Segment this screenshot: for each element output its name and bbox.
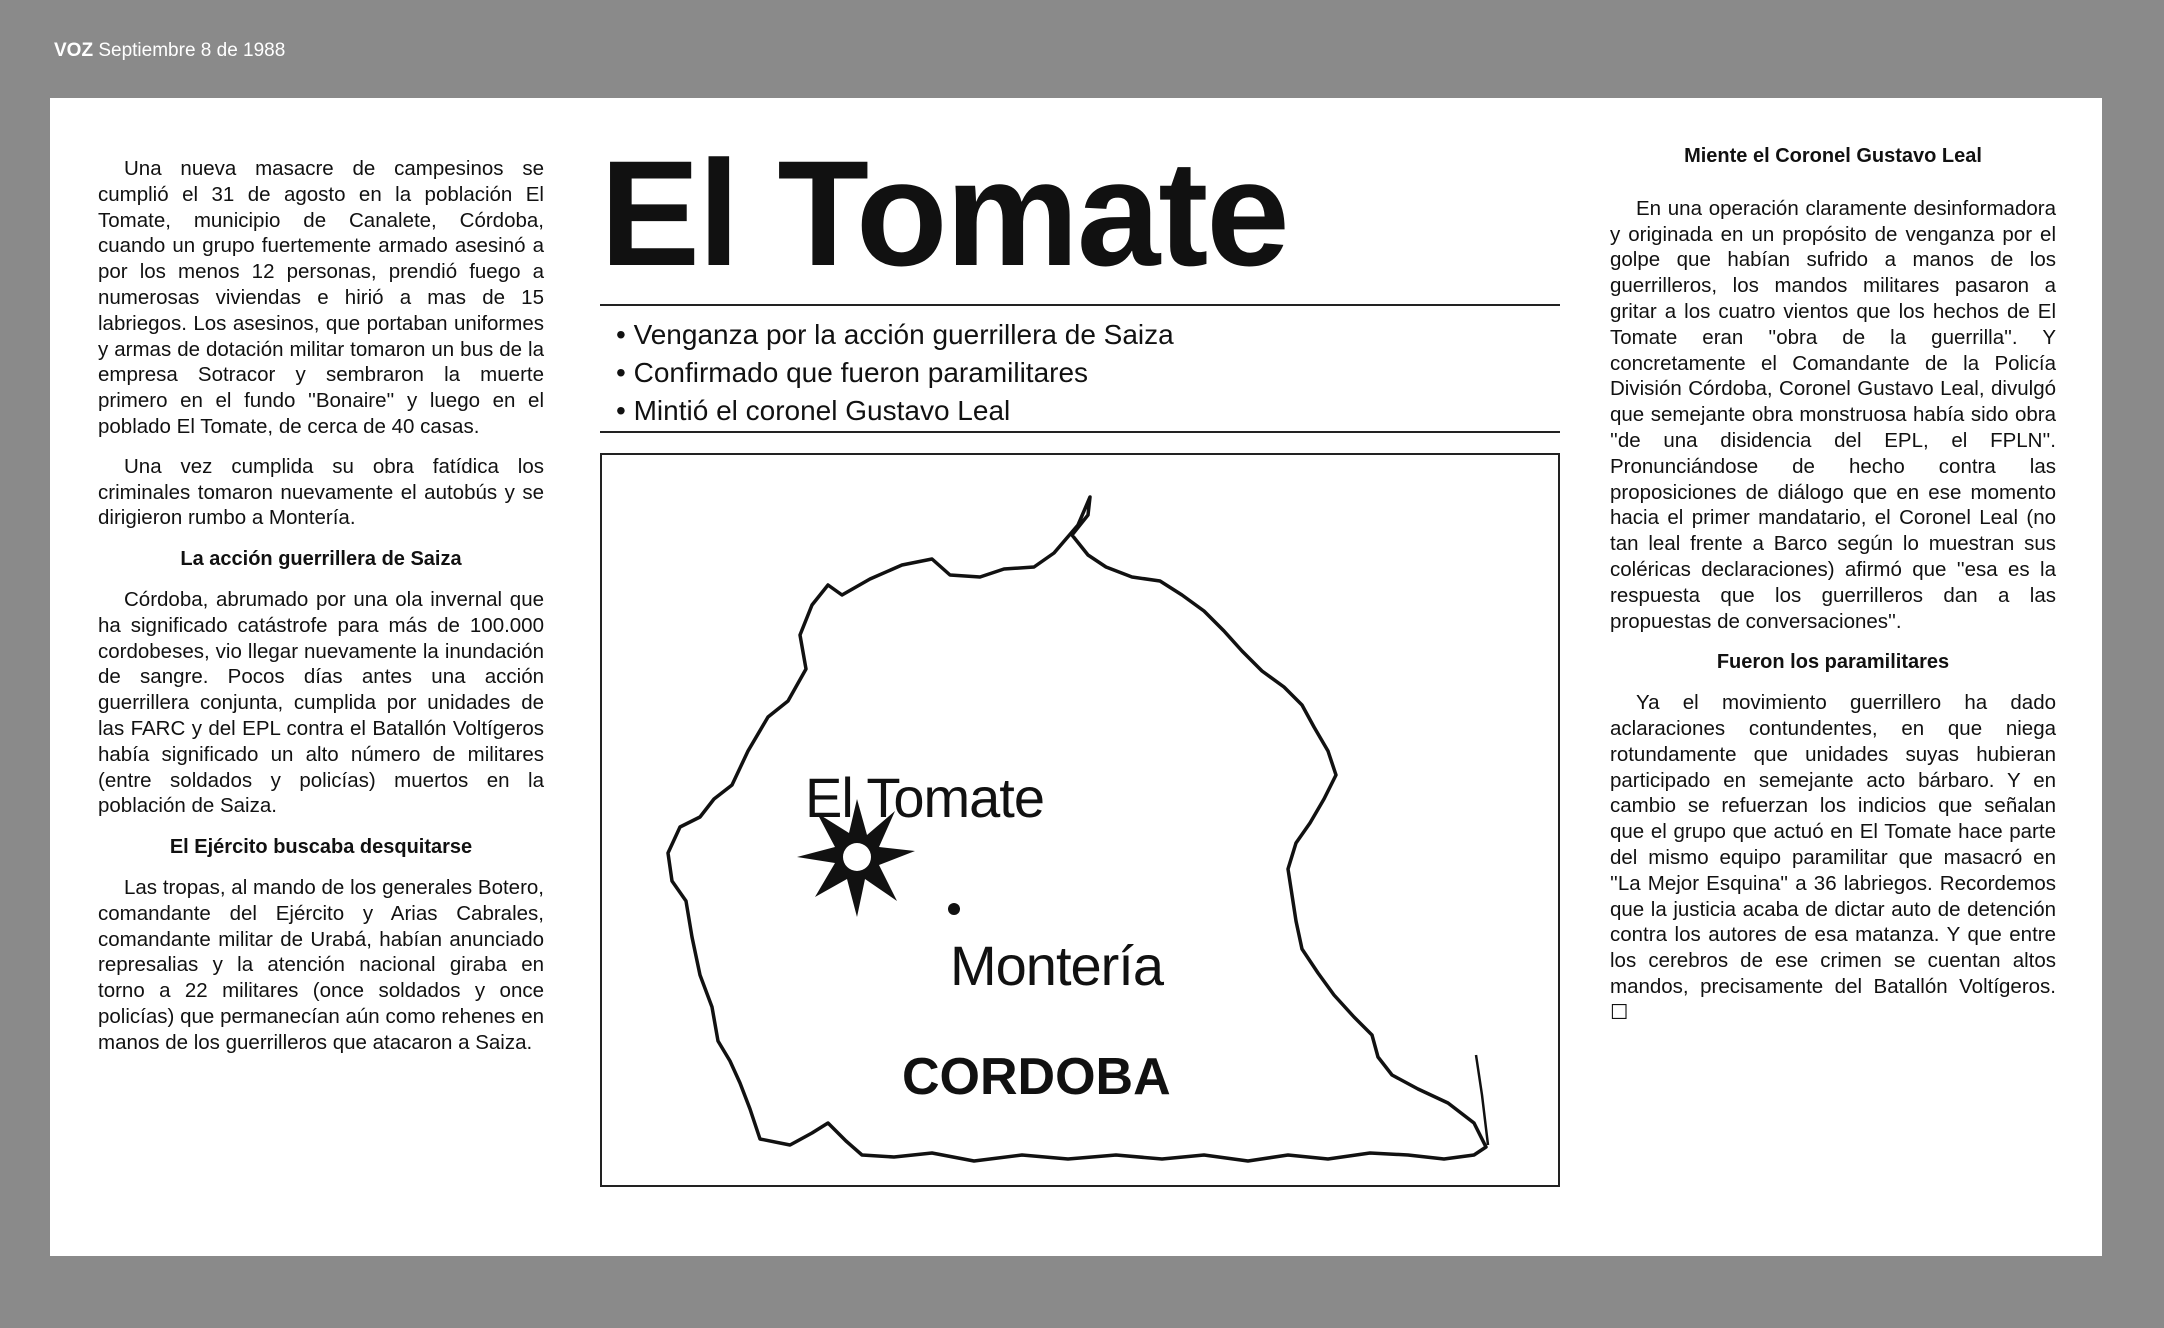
map-label-cordoba: CORDOBA (902, 1048, 1171, 1106)
subheading-paramilitares: Fueron los paramilitares (1716, 651, 1950, 674)
right-paragraph-2: Ya el movimiento guerrillero ha dado aclaraciones contundentes, en que niega rotundamente que unidades suyas hubieran participado en semejante acto bárbaro. Y en cambio se refuerzan los indicios que señalan que el grupo que actuó en El Tomate hace parte del mismo equipo paramilitar que masacró en ''La Mejor Esquina'' a 36 labriegos. Recordemos que la justicia acaba de dictar auto de detención contra los autores de esa matanza. Y que entre los cerebros de ese crimen se cuentan altos mandos, precisamente del Batallón Voltígeros. ☐ (1610, 691, 2056, 1024)
left-paragraph-4: Las tropas, al mando de los generales Botero, comandante del Ejército y Arias Cabrales, comandante militar de Urabá, habían anunciado represalias y la atención nacional giraba en torno a 22 militares (once soldados y once policías) que permanecían aún como rehenes en manos de los guerrilleros que atacaron a Saiza. (98, 875, 544, 1054)
summary-bullets (616, 316, 1174, 430)
right-paragraph-1: En una operación claramente desinformadora y originada en un propósito de venganza por el golpe que habían sufrido a manos de los guerrilleros, los mandos militares pasaron a gritar a los cuatro vientos que los hechos de El Tomate eran ''obra de la guerrilla''. Y concretamente el Comandante de la Policía División Córdoba, Coronel Gustavo Leal, divulgó que semejante obra monstruosa había sido obra ''de una disidencia del EPL, el FPLN''. Pronunciándose de hecho contra las proposiciones de diálogo que en ese momento hacia el primer mandatario, el Coronel Leal (no tan leal frente a Barco según lo muestran sus coléricas declaraciones) afirmó que ''esa es la respuesta que los guerrilleros dan a las propuestas de conversaciones''. (1610, 196, 2056, 633)
subheading-ejercito: El Ejército buscaba desquitarse (169, 836, 473, 859)
newspaper-clipping (50, 98, 2102, 1256)
left-paragraph-2: Una vez cumplida su obra fatídica los criminales tomaron nuevamente el autobús y se dirigieron rumbo a Montería. (98, 454, 544, 530)
monteria-city-dot (948, 903, 960, 915)
subheading-saiza: La acción guerrillera de Saiza (180, 548, 462, 571)
bullet-2: • Confirmado que fueron paramilitares (616, 354, 1174, 392)
left-paragraph-1: Una nueva masacre de campesinos se cumplió el 31 de agosto en la población El Tomate, municipio de Canalete, Córdoba, cuando un grupo fuertemente armado asesinó a por los menos 12 personas, prendió fuego a numerosas viviendas e hirió a mas de 15 labriegos. Los asesinos, que portaban uniformes y armas de dotación militar tomaron un bus de la empresa Sotracor y sembraron la muerte primero en el fundo ''Bonaire'' y luego en el poblado El Tomate, de cerca de 40 casas. (98, 157, 544, 438)
publication-date: Septiembre 8 de 1988 (98, 40, 286, 61)
map-label-monteria: Montería (950, 934, 1163, 997)
right-column (1610, 144, 2056, 1040)
subheading-coronel: Miente el Coronel Gustavo Leal (1684, 145, 1982, 167)
bullet-1: • Venganza por la acción guerrillera de Saiza (616, 316, 1174, 354)
headline: El Tomate (600, 129, 1288, 297)
publication-name: VOZ (54, 40, 94, 61)
headline-rule-bottom (600, 431, 1560, 433)
map-figure (600, 453, 1560, 1187)
bullet-3: • Mintió el coronel Gustavo Leal (616, 392, 1174, 430)
left-paragraph-3: Córdoba, abrumado por una ola invernal que ha significado catástrofe para más de 100.000 cordobeses, vio llegar nuevamente la inundación de sangre. Pocos días antes una acción guerrillera conjunta, cumplida por unidades de las FARC y del EPL contra el Batallón Voltígeros había significado un alto número de militares (entre soldados y policías) muertos en la población de Saiza. (98, 587, 544, 818)
source-line (54, 40, 285, 62)
map-label-el-tomate: El Tomate (805, 766, 1044, 829)
left-column (98, 156, 544, 1070)
headline-rule-top (600, 304, 1560, 306)
